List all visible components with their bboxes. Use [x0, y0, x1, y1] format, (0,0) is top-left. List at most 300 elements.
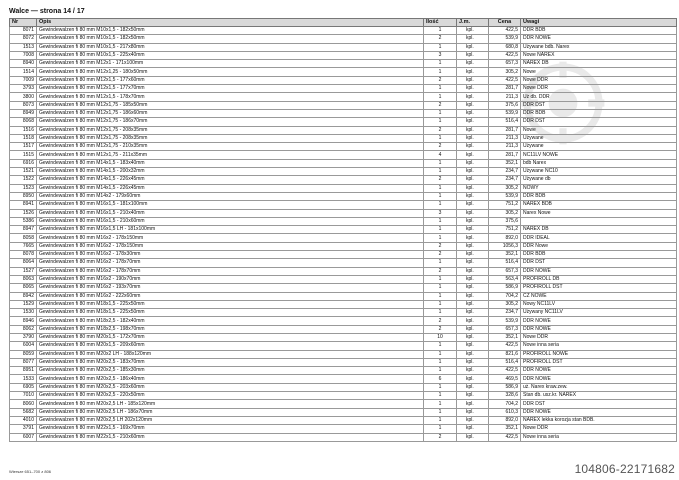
row-unit: kpl.: [457, 309, 489, 317]
column-header: Ilość: [424, 19, 457, 27]
table-row: [10, 51, 677, 59]
row-description: Gewindewalzen fi 80 mm M22x1,5 - 169x70mm: [37, 425, 424, 433]
row-description: Gewindewalzen fi 80 mm M16x1,5 - 181x100mm: [37, 201, 424, 209]
row-description: Gewindewalzen fi 80 mm M12x1,75 - 185x50mm: [37, 101, 424, 109]
row-price: 422,5: [489, 76, 521, 84]
row-price: 281,7: [489, 126, 521, 134]
row-price: 657,3: [489, 267, 521, 275]
row-note: DDR IDEAL: [521, 234, 677, 242]
row-number: 1527: [10, 267, 37, 275]
row-description: Gewindewalzen fi 80 mm M18x1,5 - 225x50mm: [37, 300, 424, 308]
row-price: 539,9: [489, 192, 521, 200]
row-number: 8065: [10, 284, 37, 292]
row-description: Gewindewalzen fi 80 mm M12x1,75 - 211x35mm: [37, 151, 424, 159]
row-unit: kpl.: [457, 134, 489, 142]
row-note: Nowe DDR: [521, 425, 677, 433]
row-unit: kpl.: [457, 383, 489, 391]
row-description: Gewindewalzen fi 80 mm M12x1,75 - 208x35mm: [37, 134, 424, 142]
row-unit: kpl.: [457, 201, 489, 209]
row-quantity: 2: [424, 35, 457, 43]
row-number: 1513: [10, 43, 37, 51]
row-price: 657,3: [489, 60, 521, 68]
row-description: Gewindewalzen fi 80 mm M12x1 - 171x100mm: [37, 60, 424, 68]
row-description: Gewindewalzen fi 80 mm M12x1,5 - 177x70mm: [37, 85, 424, 93]
row-quantity: 3: [424, 51, 457, 59]
row-description: Gewindewalzen fi 80 mm M18x2,5 - 182x40mm: [37, 317, 424, 325]
row-price: 657,3: [489, 325, 521, 333]
row-quantity: 1: [424, 408, 457, 416]
row-unit: kpl.: [457, 93, 489, 101]
row-note: [521, 217, 677, 225]
row-number: 5386: [10, 217, 37, 225]
row-quantity: 4: [424, 151, 457, 159]
row-unit: kpl.: [457, 408, 489, 416]
table-row: [10, 284, 677, 292]
row-description: Gewindewalzen fi 80 mm M16x1,5 LH - 181x100mm: [37, 226, 424, 234]
row-unit: kpl.: [457, 184, 489, 192]
row-unit: kpl.: [457, 292, 489, 300]
table-row: [10, 134, 677, 142]
row-quantity: 1: [424, 93, 457, 101]
row-note: Nowe inna seria: [521, 433, 677, 441]
row-description: Gewindewalzen fi 80 mm M10x1,5 - 225x40mm: [37, 51, 424, 59]
row-description: Gewindewalzen fi 80 mm M20x2,5 - 186x40mm: [37, 375, 424, 383]
table-row: [10, 43, 677, 51]
row-price: 539,9: [489, 35, 521, 43]
row-quantity: 2: [424, 143, 457, 151]
row-number: 8068: [10, 118, 37, 126]
row-description: Gewindewalzen fi 80 mm M20x2,5 - 185x30mm: [37, 367, 424, 375]
row-number: 1515: [10, 151, 37, 159]
row-quantity: 1: [424, 226, 457, 234]
table-row: [10, 184, 677, 192]
row-price: 422,5: [489, 342, 521, 350]
row-number: 8951: [10, 367, 37, 375]
row-price: 586,9: [489, 383, 521, 391]
row-description: Gewindewalzen fi 80 mm M20x2,5 - 220x50mm: [37, 392, 424, 400]
row-note: DDR BDB: [521, 27, 677, 35]
row-quantity: 6: [424, 375, 457, 383]
row-quantity: 1: [424, 292, 457, 300]
row-unit: kpl.: [457, 275, 489, 283]
row-quantity: 1: [424, 259, 457, 267]
row-description: Gewindewalzen fi 80 mm M16x2 - 178x30mm: [37, 251, 424, 259]
row-unit: kpl.: [457, 242, 489, 250]
row-unit: kpl.: [457, 217, 489, 225]
row-note: NAREX BDB: [521, 201, 677, 209]
row-quantity: 2: [424, 176, 457, 184]
table-row: [10, 400, 677, 408]
table-row: [10, 242, 677, 250]
row-price: 610,3: [489, 408, 521, 416]
row-number: 1533: [10, 375, 37, 383]
row-price: 516,4: [489, 118, 521, 126]
row-note: PROFIROLL DST: [521, 284, 677, 292]
row-unit: kpl.: [457, 342, 489, 350]
table-row: [10, 234, 677, 242]
row-number: 1521: [10, 168, 37, 176]
row-number: 8072: [10, 35, 37, 43]
row-price: 516,4: [489, 259, 521, 267]
row-unit: kpl.: [457, 35, 489, 43]
table-row: [10, 192, 677, 200]
row-note: Używane: [521, 143, 677, 151]
row-note: DDR BDB: [521, 109, 677, 117]
row-description: Gewindewalzen fi 80 mm M12x1,75 - 186x70mm: [37, 118, 424, 126]
row-note: Narex Nowe: [521, 209, 677, 217]
row-description: Gewindewalzen fi 80 mm M12x1,25 - 180x50mm: [37, 68, 424, 76]
row-unit: kpl.: [457, 159, 489, 167]
row-number: 8064: [10, 259, 37, 267]
row-note: Używane NC10: [521, 168, 677, 176]
table-row: [10, 217, 677, 225]
row-number: 8063: [10, 275, 37, 283]
row-note: Nowe inna seria: [521, 342, 677, 350]
row-number: 8941: [10, 201, 37, 209]
row-number: 5682: [10, 408, 37, 416]
table-row: [10, 143, 677, 151]
row-price: 539,9: [489, 317, 521, 325]
table-row: [10, 151, 677, 159]
row-unit: kpl.: [457, 375, 489, 383]
table-header-row: [10, 19, 677, 27]
table-row: [10, 416, 677, 424]
column-header: J.m.: [457, 19, 489, 27]
row-number: 6004: [10, 342, 37, 350]
row-note: NAREX DB: [521, 226, 677, 234]
row-note: uż. Narex kraw.zew.: [521, 383, 677, 391]
column-header: Opis: [37, 19, 424, 27]
row-number: 3793: [10, 85, 37, 93]
table-row: [10, 367, 677, 375]
row-description: Gewindewalzen fi 80 mm M16x2 - 190x70mm: [37, 275, 424, 283]
row-price: 892,0: [489, 234, 521, 242]
row-quantity: 1: [424, 85, 457, 93]
row-price: 422,5: [489, 433, 521, 441]
row-description: Gewindewalzen fi 80 mm M10x1,5 - 182x50mm: [37, 27, 424, 35]
row-description: Gewindewalzen fi 80 mm M12x1,75 - 186x60mm: [37, 109, 424, 117]
row-unit: kpl.: [457, 118, 489, 126]
table-row: [10, 168, 677, 176]
row-quantity: 1: [424, 201, 457, 209]
row-description: Gewindewalzen fi 80 mm M16x2 - 178x150mm: [37, 242, 424, 250]
row-quantity: 2: [424, 76, 457, 84]
row-number: 8060: [10, 400, 37, 408]
row-note: DDR NOWE: [521, 325, 677, 333]
row-quantity: 1: [424, 342, 457, 350]
row-quantity: 2: [424, 251, 457, 259]
row-description: Gewindewalzen fi 80 mm M12x1,75 - 210x35mm: [37, 143, 424, 151]
table-row: [10, 60, 677, 68]
row-unit: kpl.: [457, 400, 489, 408]
row-number: 6905: [10, 383, 37, 391]
row-price: 751,2: [489, 201, 521, 209]
table-row: [10, 93, 677, 101]
row-note: DDR DST: [521, 400, 677, 408]
table-row: [10, 358, 677, 366]
row-number: 3791: [10, 425, 37, 433]
row-price: 211,3: [489, 134, 521, 142]
table-row: [10, 126, 677, 134]
row-price: 328,6: [489, 392, 521, 400]
table-row: [10, 408, 677, 416]
row-price: 680,8: [489, 43, 521, 51]
row-number: 8946: [10, 317, 37, 325]
row-quantity: 1: [424, 416, 457, 424]
row-quantity: 1: [424, 309, 457, 317]
table-row: [10, 35, 677, 43]
table-row: [10, 292, 677, 300]
row-note: Uż db. DDR: [521, 93, 677, 101]
price-table: [9, 18, 677, 442]
row-description: Gewindewalzen fi 80 mm M16x1,5 - 210x60mm: [37, 217, 424, 225]
row-quantity: 1: [424, 43, 457, 51]
row-unit: kpl.: [457, 109, 489, 117]
row-quantity: 1: [424, 60, 457, 68]
row-unit: kpl.: [457, 76, 489, 84]
row-description: Gewindewalzen fi 80 mm M10x1,5 - 217x80mm: [37, 43, 424, 51]
row-price: 422,5: [489, 27, 521, 35]
row-description: Gewindewalzen fi 80 mm M20x2 LH - 188x120mm: [37, 350, 424, 358]
row-unit: kpl.: [457, 416, 489, 424]
row-unit: kpl.: [457, 259, 489, 267]
row-description: Gewindewalzen fi 80 mm M20x2,5 LH - 185x120mm: [37, 400, 424, 408]
row-note: DDR NOWE: [521, 408, 677, 416]
row-price: 375,6: [489, 217, 521, 225]
row-number: 3800: [10, 93, 37, 101]
row-description: Gewindewalzen fi 80 mm M22x1,5 - 210x60mm: [37, 433, 424, 441]
row-number: 8059: [10, 350, 37, 358]
row-note: Stan db. usz.kr. NAREX: [521, 392, 677, 400]
row-description: Gewindewalzen fi 80 mm M16x2 - 193x70mm: [37, 284, 424, 292]
row-quantity: 1: [424, 234, 457, 242]
row-quantity: 10: [424, 333, 457, 341]
row-note: PROFIROLL DST: [521, 358, 677, 366]
row-note: DDR Nowe: [521, 242, 677, 250]
row-description: Gewindewalzen fi 80 mm M16x1,5 - 210x40mm: [37, 209, 424, 217]
row-number: 1522: [10, 176, 37, 184]
row-note: bdb Narex: [521, 159, 677, 167]
row-price: 821,6: [489, 350, 521, 358]
row-price: 704,2: [489, 400, 521, 408]
column-header: Nr: [10, 19, 37, 27]
row-price: 563,4: [489, 275, 521, 283]
row-unit: kpl.: [457, 425, 489, 433]
row-note: Nowe: [521, 68, 677, 76]
row-quantity: 1: [424, 217, 457, 225]
row-price: 422,5: [489, 367, 521, 375]
row-price: 469,5: [489, 375, 521, 383]
row-quantity: 1: [424, 159, 457, 167]
table-row: [10, 27, 677, 35]
row-unit: kpl.: [457, 60, 489, 68]
row-quantity: 1: [424, 109, 457, 117]
table-row: [10, 109, 677, 117]
table-row: [10, 201, 677, 209]
table-row: [10, 425, 677, 433]
row-price: 352,1: [489, 425, 521, 433]
row-description: Gewindewalzen fi 80 mm M18x1,5 - 225x50mm: [37, 309, 424, 317]
row-number: 4010: [10, 416, 37, 424]
row-number: 1529: [10, 300, 37, 308]
row-note: Używane db: [521, 176, 677, 184]
row-description: Gewindewalzen fi 80 mm M14x1,5 - 226x45mm: [37, 184, 424, 192]
row-description: Gewindewalzen fi 80 mm M20x2,5 LH 202x120mm: [37, 416, 424, 424]
row-unit: kpl.: [457, 51, 489, 59]
row-number: 1526: [10, 209, 37, 217]
row-number: 8071: [10, 27, 37, 35]
table-row: [10, 375, 677, 383]
table-row: [10, 176, 677, 184]
row-quantity: 1: [424, 275, 457, 283]
table-row: [10, 317, 677, 325]
table-row: [10, 251, 677, 259]
row-note: DDR NOWE: [521, 35, 677, 43]
row-note: DDR DST: [521, 101, 677, 109]
row-price: 211,3: [489, 93, 521, 101]
row-unit: kpl.: [457, 68, 489, 76]
row-quantity: 2: [424, 317, 457, 325]
row-description: Gewindewalzen fi 80 mm M18x2,5 - 198x70mm: [37, 325, 424, 333]
row-note: NAREX DB: [521, 60, 677, 68]
row-quantity: 1: [424, 134, 457, 142]
table-row: [10, 383, 677, 391]
row-unit: kpl.: [457, 433, 489, 441]
document-id: 104806-22171682: [574, 462, 675, 476]
table-row: [10, 118, 677, 126]
row-unit: kpl.: [457, 151, 489, 159]
row-number: 8077: [10, 358, 37, 366]
row-quantity: 1: [424, 358, 457, 366]
row-quantity: 2: [424, 325, 457, 333]
row-number: 7010: [10, 392, 37, 400]
table-row: [10, 392, 677, 400]
row-price: 305,2: [489, 68, 521, 76]
table-row: [10, 333, 677, 341]
row-price: 281,7: [489, 85, 521, 93]
table-row: [10, 76, 677, 84]
row-note: DDR NOWE: [521, 267, 677, 275]
row-unit: kpl.: [457, 27, 489, 35]
row-number: 7665: [10, 242, 37, 250]
row-unit: kpl.: [457, 234, 489, 242]
table-row: [10, 267, 677, 275]
table-row: [10, 342, 677, 350]
table-row: [10, 226, 677, 234]
row-note: PROFIROLL NOWE: [521, 350, 677, 358]
row-price: 539,9: [489, 109, 521, 117]
row-quantity: 1: [424, 350, 457, 358]
row-description: Gewindewalzen fi 80 mm M14x1,5 - 183x40mm: [37, 159, 424, 167]
row-quantity: 1: [424, 284, 457, 292]
row-note: Nowe DDR: [521, 76, 677, 84]
table-row: [10, 300, 677, 308]
row-note: Nowe DDR: [521, 85, 677, 93]
table-row: [10, 350, 677, 358]
row-note: DDR NOWE: [521, 375, 677, 383]
row-price: 586,9: [489, 284, 521, 292]
row-unit: kpl.: [457, 43, 489, 51]
row-note: DDR DST: [521, 259, 677, 267]
row-quantity: 1: [424, 27, 457, 35]
row-quantity: 1: [424, 184, 457, 192]
row-unit: kpl.: [457, 176, 489, 184]
row-note: Nowe DDR: [521, 333, 677, 341]
table-row: [10, 433, 677, 441]
row-number: 1517: [10, 143, 37, 151]
row-description: Gewindewalzen fi 80 mm M12x1,5 - 177x60mm: [37, 76, 424, 84]
row-unit: kpl.: [457, 101, 489, 109]
row-quantity: 2: [424, 126, 457, 134]
row-number: 1516: [10, 126, 37, 134]
table-row: [10, 68, 677, 76]
row-unit: kpl.: [457, 367, 489, 375]
row-number: 1514: [10, 68, 37, 76]
row-unit: kpl.: [457, 317, 489, 325]
row-price: 704,2: [489, 292, 521, 300]
row-unit: kpl.: [457, 251, 489, 259]
row-quantity: 1: [424, 192, 457, 200]
row-price: 234,7: [489, 168, 521, 176]
column-header: Cena: [489, 19, 521, 27]
row-note: NOWY: [521, 184, 677, 192]
row-description: Gewindewalzen fi 80 mm M20x2,5 - 203x60mm: [37, 383, 424, 391]
row-description: Gewindewalzen fi 80 mm M12x1,75 - 208x35mm: [37, 126, 424, 134]
row-price: 751,2: [489, 226, 521, 234]
row-note: CZ NOWE: [521, 292, 677, 300]
row-note: DDR NOWE: [521, 317, 677, 325]
row-number: 6007: [10, 433, 37, 441]
row-unit: kpl.: [457, 325, 489, 333]
row-number: 8058: [10, 234, 37, 242]
row-price: 352,1: [489, 159, 521, 167]
row-quantity: 3: [424, 209, 457, 217]
row-number: 8940: [10, 60, 37, 68]
table-row: [10, 209, 677, 217]
row-price: 305,2: [489, 184, 521, 192]
row-price: 211,3: [489, 143, 521, 151]
row-unit: kpl.: [457, 350, 489, 358]
row-unit: kpl.: [457, 126, 489, 134]
table-row: [10, 275, 677, 283]
row-number: 1530: [10, 309, 37, 317]
row-unit: kpl.: [457, 392, 489, 400]
row-price: 305,2: [489, 300, 521, 308]
row-unit: kpl.: [457, 209, 489, 217]
row-number: 1523: [10, 184, 37, 192]
row-description: Gewindewalzen fi 80 mm M16x2 - 178x70mm: [37, 259, 424, 267]
table-row: [10, 309, 677, 317]
row-number: 7008: [10, 51, 37, 59]
row-number: 8949: [10, 109, 37, 117]
row-description: Gewindewalzen fi 80 mm M20x1,5 - 209x60mm: [37, 342, 424, 350]
row-note: NAREX lekka korozja stan BDB.: [521, 416, 677, 424]
row-number: 8947: [10, 226, 37, 234]
row-description: Gewindewalzen fi 80 mm M16x2 - 222x60mm: [37, 292, 424, 300]
row-number: 1518: [10, 134, 37, 142]
row-quantity: 2: [424, 101, 457, 109]
row-description: Gewindewalzen fi 80 mm M14x1,5 - 200x32mm: [37, 168, 424, 176]
row-price: 1056,3: [489, 242, 521, 250]
row-quantity: 1: [424, 118, 457, 126]
row-note: DDR NOWE: [521, 367, 677, 375]
row-unit: kpl.: [457, 358, 489, 366]
row-description: Gewindewalzen fi 80 mm M10x1,5 - 182x50mm: [37, 35, 424, 43]
row-price: 352,1: [489, 333, 521, 341]
row-unit: kpl.: [457, 333, 489, 341]
row-number: 3790: [10, 333, 37, 341]
row-unit: kpl.: [457, 284, 489, 292]
